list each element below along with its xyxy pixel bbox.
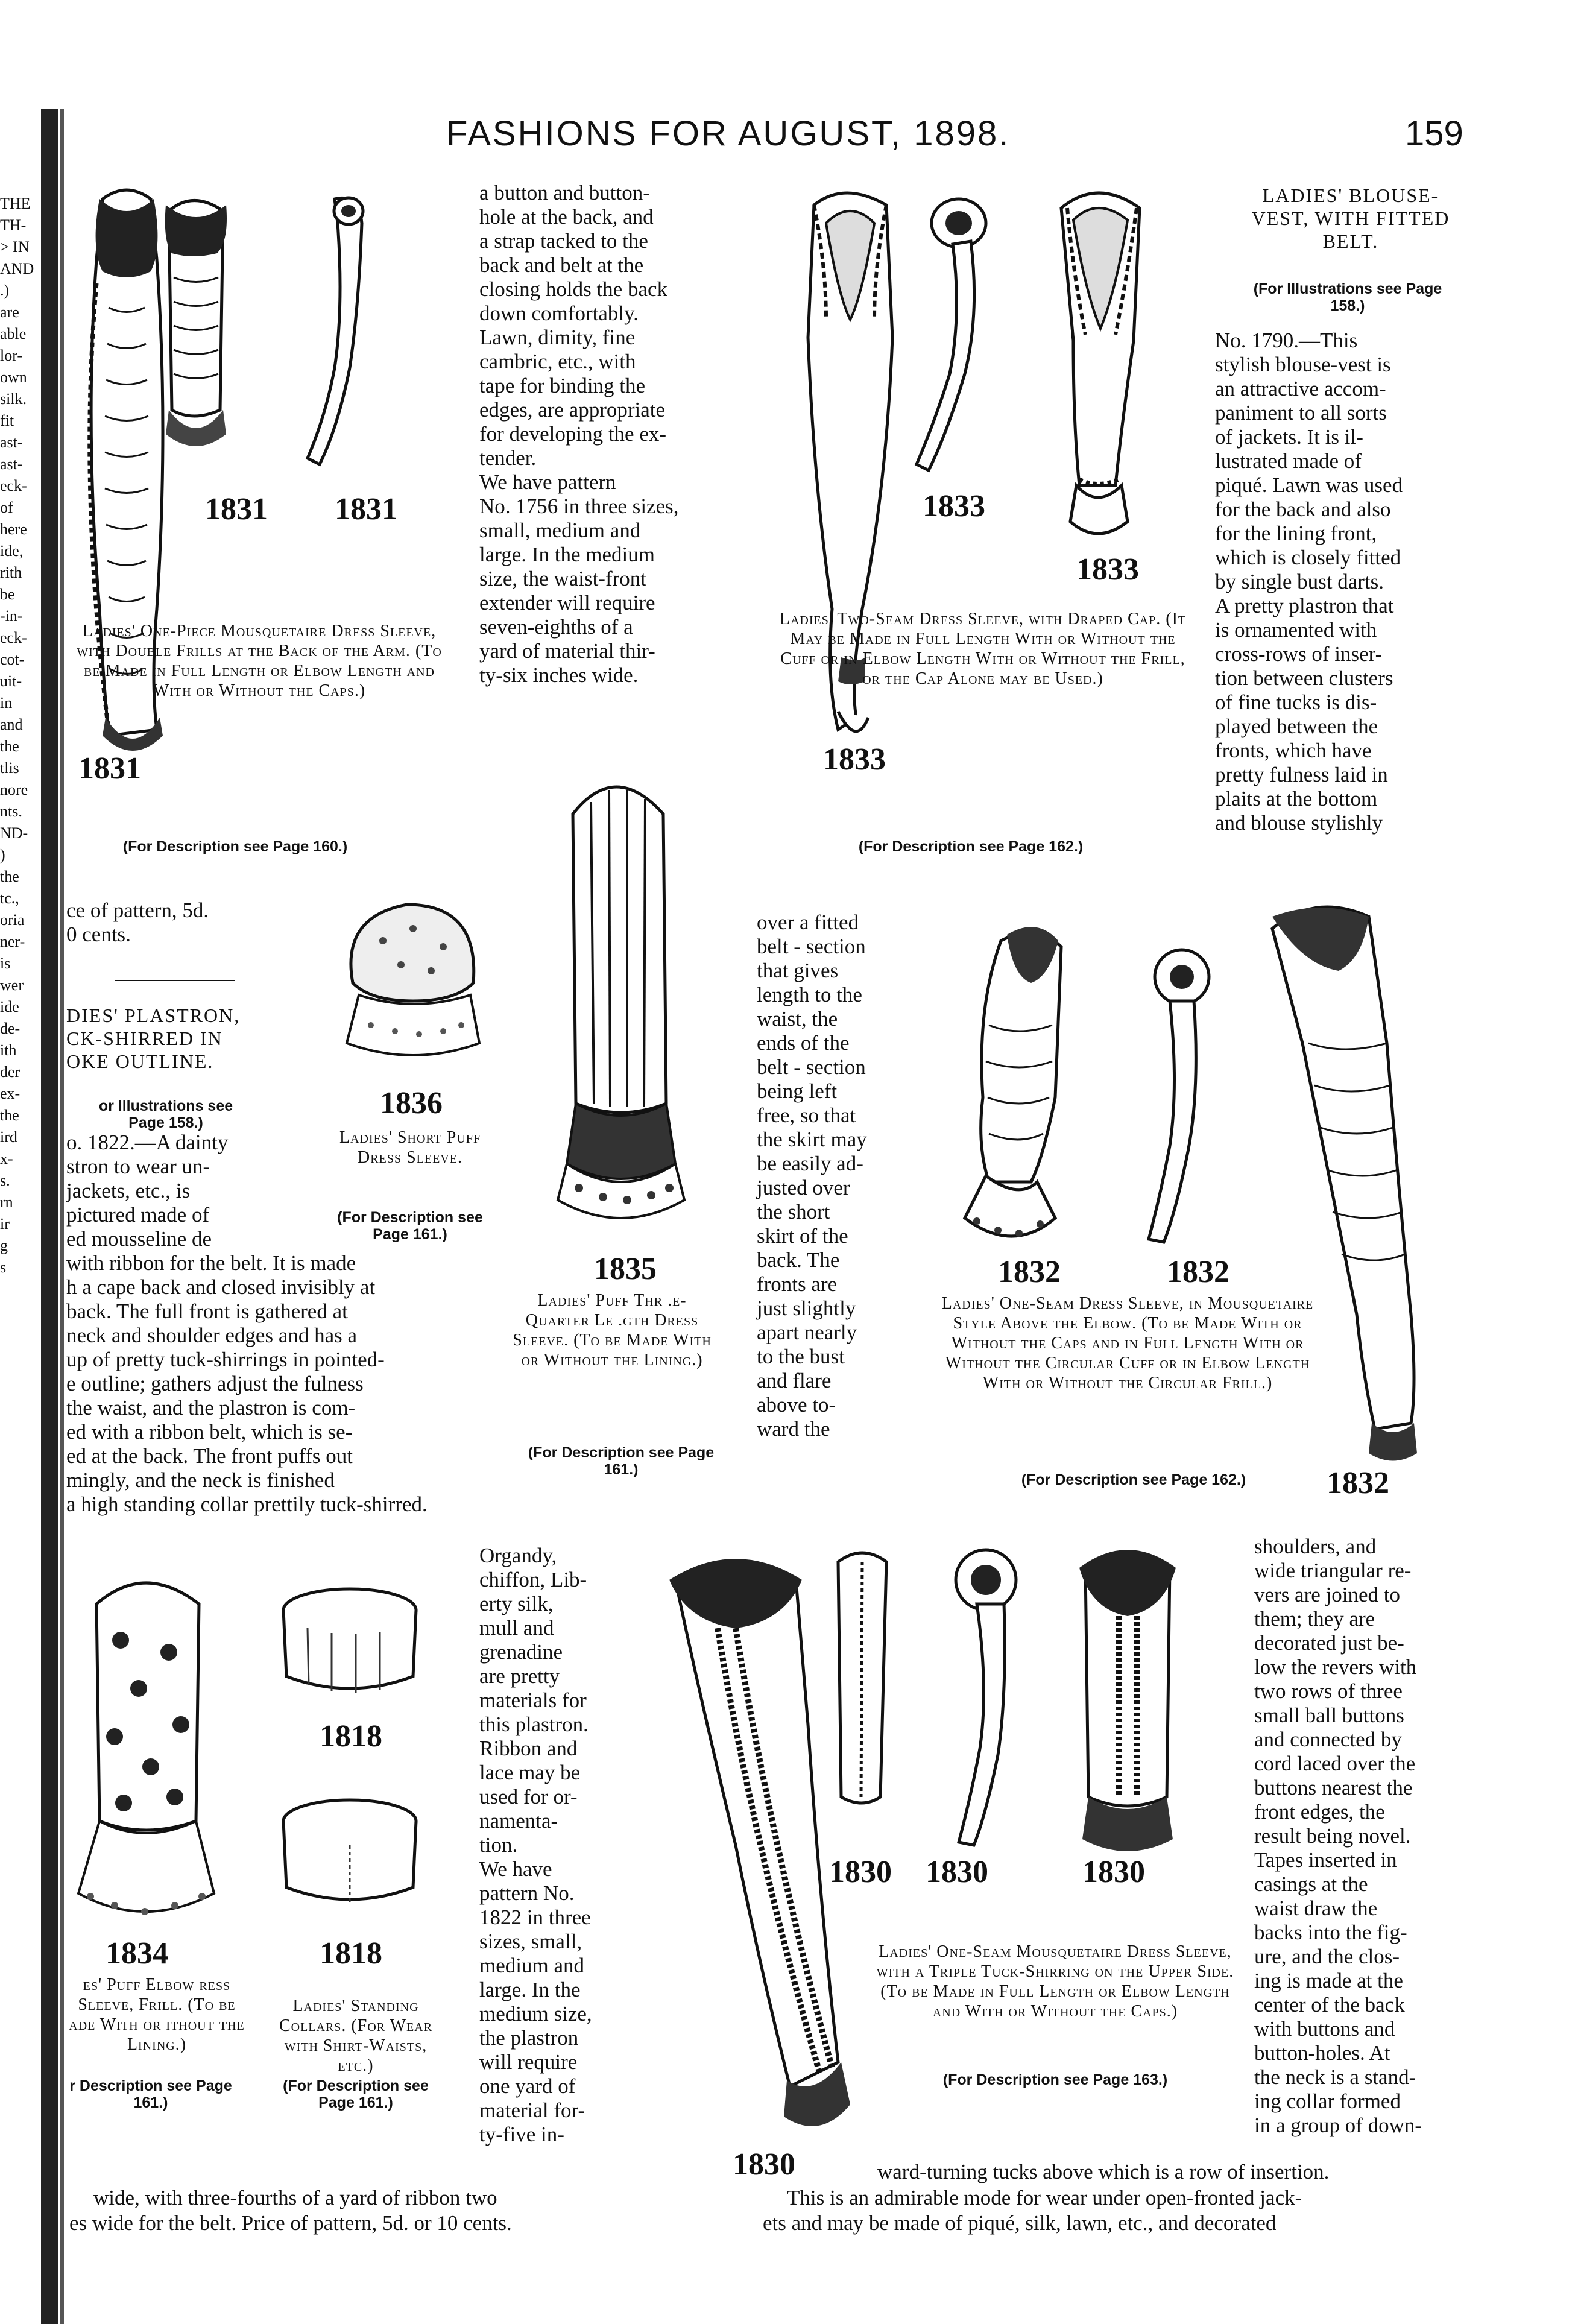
text-line: with ribbon for the belt. It is made bbox=[66, 1251, 356, 1275]
text-line: large. In the medium bbox=[479, 543, 655, 566]
text-line: s bbox=[0, 1258, 7, 1276]
text-line: x- bbox=[0, 1150, 13, 1167]
text-line: and connected by bbox=[1254, 1728, 1402, 1751]
text-line: ed at the back. The front puffs out bbox=[66, 1444, 353, 1468]
text-line: that gives bbox=[757, 959, 839, 982]
text-line: fit bbox=[0, 412, 14, 429]
figure-number: 1831 bbox=[205, 492, 268, 526]
text-line: back. The bbox=[757, 1248, 840, 1272]
text-line: are bbox=[0, 303, 19, 321]
text-line: played between the bbox=[1215, 715, 1378, 738]
text-line: A pretty plastron that bbox=[1215, 594, 1394, 617]
figure-description-ref: r Description see Page 161.) bbox=[69, 2077, 232, 2111]
illustration-reference: (For Illustrations see Page 158.) bbox=[1253, 280, 1442, 314]
figure-number: 1834 bbox=[106, 1936, 168, 1971]
text-line: a high standing collar prettily tuck-shirred. bbox=[66, 1492, 428, 1516]
sleeve-illustration-1831-short bbox=[157, 193, 235, 458]
illustration-reference bbox=[66, 1097, 265, 1131]
text-line: belt - section bbox=[757, 1055, 866, 1079]
text-line: back. The full front is gathered at bbox=[66, 1299, 348, 1323]
text-line: waist, the bbox=[757, 1007, 838, 1031]
text-line: sizes, small, bbox=[479, 1930, 582, 1953]
heading-line: LADIES' BLOUSE- bbox=[1262, 185, 1439, 206]
text-line: uit- bbox=[0, 672, 22, 690]
text-line: and blouse stylishly bbox=[1215, 811, 1383, 835]
text-line: be easily ad- bbox=[757, 1152, 863, 1175]
text-line: grenadine bbox=[479, 1640, 563, 1664]
text-line: tion. bbox=[479, 1833, 518, 1857]
text-line: wide triangular re- bbox=[1254, 1559, 1412, 1582]
text-line: ir bbox=[0, 1215, 10, 1233]
figure-caption: Ladies' One-Seam Dress Sleeve, in Mousquetaire Style Above the Elbow. (To be Made With or Without the Caps and in Full Length With or Without the Circular Cuff or in Elbow Length With or Without the Circular Frill.) bbox=[941, 1294, 1314, 1392]
text-line: decorated just be- bbox=[1254, 1631, 1404, 1655]
sleeve-illustration-1835-three-quarter bbox=[543, 766, 699, 1248]
figure-description-ref: (For Description see Page 163.) bbox=[942, 2071, 1168, 2088]
text-line: der bbox=[0, 1063, 21, 1081]
figure-number: 1835 bbox=[594, 1252, 657, 1286]
binding-edge bbox=[60, 109, 64, 2324]
sleeve-illustration-1831-lining bbox=[301, 187, 374, 476]
text-line: ed with a ribbon belt, which is se- bbox=[66, 1420, 353, 1444]
text-line: ex- bbox=[0, 1085, 21, 1102]
text-line: ide bbox=[0, 998, 19, 1015]
text-line: in a group of down- bbox=[1254, 2114, 1422, 2137]
collar-illustration-1818-bottom bbox=[271, 1797, 428, 1918]
figure-number: 1833 bbox=[823, 742, 886, 777]
text-line: is bbox=[0, 955, 11, 972]
figure-caption: Ladies' Puff Thr .e-Quarter Le .gth Dress Sleeve. (To be Made With or Without the Lining.) bbox=[513, 1291, 712, 1369]
text-line: here bbox=[0, 520, 27, 538]
text-line: back and belt at the bbox=[479, 253, 644, 277]
text-line: pretty fulness laid in bbox=[1215, 763, 1388, 786]
text-line: ast- bbox=[0, 434, 23, 451]
sleeve-illustration-1836-puff bbox=[335, 892, 491, 1073]
text-line: able bbox=[0, 325, 27, 343]
text-line: We have pattern bbox=[479, 470, 616, 494]
text-line: for developing the ex- bbox=[479, 422, 667, 446]
text-line: rith bbox=[0, 564, 22, 581]
text-line: ND- bbox=[0, 824, 28, 842]
text-line: shoulders, and bbox=[1254, 1535, 1377, 1558]
text-line: ith bbox=[0, 1041, 17, 1059]
text-line: ty-five in- bbox=[479, 2123, 564, 2146]
text-line: center of the back bbox=[1254, 1993, 1405, 2016]
text-line: 1822 in three bbox=[479, 1906, 591, 1929]
text-line: is ornamented with bbox=[1215, 618, 1377, 642]
article-heading bbox=[1212, 184, 1489, 253]
text-line: Lawn, dimity, fine bbox=[479, 326, 636, 349]
figure-number: 1831 bbox=[78, 751, 141, 786]
text-line: hole at the back, and bbox=[479, 205, 654, 229]
text-line: free, so that bbox=[757, 1104, 856, 1127]
sleeve-illustration-1833-lining bbox=[904, 193, 1001, 476]
text-line: fronts are bbox=[757, 1272, 838, 1296]
text-line: ing is made at the bbox=[1254, 1969, 1403, 1992]
text-column-right-top bbox=[1215, 329, 1468, 835]
text-line: THE bbox=[0, 195, 31, 212]
text-line: apart nearly bbox=[757, 1321, 857, 1344]
figure-caption: Ladies' Standing Collars. (For Wear with Shirt-Waists, etc.) bbox=[279, 1997, 433, 2075]
text-line: cot- bbox=[0, 651, 25, 668]
text-line: lustrated made of bbox=[1215, 449, 1362, 473]
text-line: one yard of bbox=[479, 2074, 576, 2098]
text-line: or Illustrations see bbox=[98, 1097, 233, 1114]
text-line: tion between clusters bbox=[1215, 666, 1393, 690]
text-line: No. 1790.—This bbox=[1215, 329, 1358, 352]
text-line: tlis bbox=[0, 759, 19, 777]
text-line: eck- bbox=[0, 629, 27, 646]
text-line: this plastron. bbox=[479, 1713, 589, 1736]
text-line: over a fitted bbox=[757, 911, 859, 934]
text-line: de- bbox=[0, 1020, 21, 1037]
text-line: lor- bbox=[0, 347, 23, 364]
text-line: ing collar formed bbox=[1254, 2089, 1401, 2113]
article-heading bbox=[66, 1004, 308, 1073]
figure-number: 1830 bbox=[829, 1855, 892, 1889]
text-line: be bbox=[0, 586, 15, 603]
text-line: medium size, bbox=[479, 2002, 592, 2026]
text-line: in bbox=[0, 694, 13, 712]
footer-text-right-1: This is an admirable mode for wear under open-fronted jack- bbox=[787, 2186, 1302, 2209]
text-line: and flare bbox=[757, 1369, 832, 1392]
text-line: are pretty bbox=[479, 1664, 560, 1688]
text-line: wer bbox=[0, 976, 24, 994]
text-line: the bbox=[0, 868, 19, 885]
text-line: waist draw the bbox=[1254, 1896, 1378, 1920]
collar-illustration-1818-top bbox=[271, 1586, 428, 1707]
text-line: for the lining front, bbox=[1215, 522, 1377, 545]
text-line: them; they are bbox=[1254, 1607, 1375, 1631]
text-line: yard of material thir- bbox=[479, 639, 655, 663]
text-line: paniment to all sorts bbox=[1215, 401, 1387, 425]
text-line: medium and bbox=[479, 1954, 584, 1977]
text-line: Page 158.) bbox=[128, 1114, 203, 1131]
figure-caption: Ladies' One-Seam Mousquetaire Dress Sleeve, with a Triple Tuck-Shirring on the Upper Side. (To be Made in Full Length or Elbow Length and With or Without the Caps.) bbox=[876, 1942, 1234, 2021]
text-line: stylish blouse-vest is bbox=[1215, 353, 1391, 376]
text-line: ner- bbox=[0, 933, 25, 950]
text-line: an attractive accom- bbox=[1215, 377, 1386, 400]
text-line: used for or- bbox=[479, 1785, 578, 1808]
text-line: tc., bbox=[0, 889, 19, 907]
text-line: h a cape back and closed invisibly at bbox=[66, 1275, 376, 1299]
text-line: eck- bbox=[0, 477, 27, 494]
text-line: namenta- bbox=[479, 1809, 558, 1833]
text-line: the skirt may bbox=[757, 1128, 867, 1151]
text-line: oria bbox=[0, 911, 25, 929]
text-line: nore bbox=[0, 781, 28, 798]
heading-line: BELT. bbox=[1322, 230, 1379, 252]
figure-number: 1818 bbox=[320, 1936, 382, 1971]
text-column-mid-top bbox=[479, 181, 721, 687]
text-line: a button and button- bbox=[479, 181, 650, 204]
text-line: front edges, the bbox=[1254, 1800, 1385, 1824]
text-line: rn bbox=[0, 1193, 13, 1211]
text-line: > IN bbox=[0, 238, 30, 256]
figure-description-ref: (For Description see Page 161.) bbox=[283, 2077, 429, 2111]
text-line: extender will require bbox=[479, 591, 655, 614]
text-line: which is closely fitted bbox=[1215, 546, 1401, 569]
sleeve-illustration-1832-lining bbox=[1134, 941, 1218, 1254]
figure-description-ref: (For Description see Page 160.) bbox=[122, 838, 348, 855]
sleeve-illustration-1834-puff-elbow bbox=[66, 1568, 229, 1942]
text-line: plaits at the bottom bbox=[1215, 787, 1378, 810]
text-line: Ribbon and bbox=[479, 1737, 578, 1760]
text-line: small ball buttons bbox=[1254, 1704, 1404, 1727]
text-line: just slightly bbox=[757, 1296, 856, 1320]
footer-text-right-2: ets and may be made of piqué, silk, lawn, etc., and decorated bbox=[763, 2211, 1277, 2235]
cropped-left-column bbox=[0, 193, 40, 1278]
price-note bbox=[66, 898, 308, 947]
text-line: piqué. Lawn was used bbox=[1215, 473, 1403, 497]
text-line: down comfortably. bbox=[479, 302, 639, 325]
text-line: a strap tacked to the bbox=[479, 229, 648, 253]
text-line: cambric, etc., with bbox=[479, 350, 636, 373]
sleeve-illustration-1830-short bbox=[820, 1544, 904, 1857]
sleeve-illustration-1832-elbow bbox=[941, 917, 1109, 1254]
figure-number: 1830 bbox=[1082, 1855, 1145, 1889]
figure-number: 1830 bbox=[733, 2147, 795, 2182]
text-line: to the bust bbox=[757, 1345, 845, 1368]
text-column-over bbox=[757, 911, 914, 1441]
text-line: fronts, which have bbox=[1215, 739, 1372, 762]
text-line: ird bbox=[0, 1128, 17, 1146]
text-line: will require bbox=[479, 2050, 578, 2074]
text-line: neck and shoulder edges and has a bbox=[66, 1324, 358, 1347]
text-line: o. 1822.—A dainty bbox=[66, 1131, 229, 1154]
binding-shadow bbox=[41, 109, 58, 2324]
text-line: buttons nearest the bbox=[1254, 1776, 1413, 1799]
text-line: materials for bbox=[479, 1688, 587, 1712]
figure-number: 1833 bbox=[1076, 552, 1139, 587]
text-line: length to the bbox=[757, 983, 862, 1006]
footer-text-right-0: ward-turning tucks above which is a row of insertion. bbox=[877, 2160, 1330, 2183]
sleeve-illustration-1830-lining bbox=[941, 1544, 1025, 1857]
text-line: edges, are appropriate bbox=[479, 398, 666, 422]
text-line: cross-rows of inser- bbox=[1215, 642, 1383, 666]
text-line: silk. bbox=[0, 390, 27, 408]
text-line: the neck is a stand- bbox=[1254, 2065, 1416, 2089]
text-line: erty silk, bbox=[479, 1592, 554, 1615]
text-line: seven-eighths of a bbox=[479, 615, 633, 639]
text-line: Organdy, bbox=[479, 1544, 557, 1567]
text-line: the bbox=[0, 1107, 19, 1124]
footer-text-left-1: wide, with three-fourths of a yard of ribbon two bbox=[93, 2186, 497, 2209]
text-line: low the revers with bbox=[1254, 1655, 1417, 1679]
figure-number: 1836 bbox=[380, 1086, 443, 1120]
text-line: of fine tucks is dis- bbox=[1215, 690, 1377, 714]
text-line: ide, bbox=[0, 542, 24, 560]
text-line: lace may be bbox=[479, 1761, 581, 1784]
text-line: Tapes inserted in bbox=[1254, 1848, 1397, 1872]
text-line: button-holes. At bbox=[1254, 2041, 1390, 2065]
text-line: small, medium and bbox=[479, 519, 641, 542]
figure-number: 1832 bbox=[1167, 1255, 1229, 1289]
figure-number: 1830 bbox=[926, 1855, 988, 1889]
text-line: ed mousseline de bbox=[66, 1227, 212, 1251]
text-line: large. In the bbox=[479, 1978, 581, 2001]
text-line: stron to wear un- bbox=[66, 1155, 210, 1178]
text-line: jackets, etc., is bbox=[66, 1179, 191, 1202]
text-line: mingly, and the neck is finished bbox=[66, 1468, 335, 1492]
text-column-organdy bbox=[479, 1544, 624, 2147]
text-line: the plastron bbox=[479, 2026, 579, 2050]
figure-number: 1831 bbox=[335, 492, 397, 526]
text-line: pictured made of bbox=[66, 1203, 210, 1227]
text-line: and bbox=[0, 716, 23, 733]
text-line: of jackets. It is il- bbox=[1215, 425, 1363, 449]
text-line: tender. bbox=[479, 446, 537, 470]
figure-number: 1818 bbox=[320, 1719, 382, 1754]
text-line: ) bbox=[0, 846, 5, 864]
figure-caption: Ladies' Short Puff Dress Sleeve. bbox=[339, 1128, 481, 1167]
heading-line: DIES' PLASTRON, bbox=[66, 1005, 241, 1026]
text-column-right-bottom bbox=[1254, 1535, 1471, 2138]
text-line: g bbox=[0, 1237, 8, 1254]
text-line: with buttons and bbox=[1254, 2017, 1395, 2041]
text-line: nts. bbox=[0, 803, 22, 820]
figure-description-ref: (For Description see Page 161.) bbox=[337, 1209, 483, 1243]
text-line: .) bbox=[0, 282, 10, 299]
text-line: up of pretty tuck-shirrings in pointed- bbox=[66, 1348, 385, 1371]
text-line: justed over bbox=[757, 1176, 850, 1199]
text-line: belt - section bbox=[757, 935, 866, 958]
text-line: We have bbox=[479, 1857, 552, 1881]
figure-number: 1832 bbox=[1327, 1466, 1389, 1500]
text-line: ure, and the clos- bbox=[1254, 1945, 1400, 1968]
text-line: ward the bbox=[757, 1417, 830, 1441]
footer-text-left-2: es wide for the belt. Price of pattern, 5d. or 10 cents. bbox=[69, 2211, 512, 2235]
page-header bbox=[0, 113, 1578, 168]
text-line: own bbox=[0, 368, 27, 386]
text-line: the short bbox=[757, 1200, 830, 1224]
sleeve-illustration-1830-elbow bbox=[1061, 1544, 1194, 1857]
text-line: -in- bbox=[0, 607, 23, 625]
text-line: material for- bbox=[479, 2098, 585, 2122]
text-line: by single bust darts. bbox=[1215, 570, 1384, 593]
text-line: ends of the bbox=[757, 1031, 850, 1055]
text-line: AND bbox=[0, 260, 34, 277]
text-line: result being novel. bbox=[1254, 1824, 1411, 1848]
text-line: 0 cents. bbox=[66, 923, 131, 946]
text-line: above to- bbox=[757, 1393, 836, 1416]
text-line: of bbox=[0, 499, 13, 516]
page-title: FASHIONS FOR AUGUST, 1898. bbox=[446, 114, 1011, 153]
figure-description-ref: (For Description see Page 162.) bbox=[1021, 1471, 1246, 1488]
figure-caption: Ladies' One-Piece Mousquetaire Dress Sleeve, with Double Frills at the Back of the Arm. (To be Made in Full Length or Elbow Length and With or Without the Caps.) bbox=[77, 622, 442, 700]
text-line: closing holds the back bbox=[479, 277, 668, 301]
figure-number: 1832 bbox=[998, 1255, 1061, 1289]
heading-line: CK-SHIRRED IN bbox=[66, 1028, 223, 1049]
figure-number: 1833 bbox=[923, 489, 985, 523]
figure-description-ref: (For Description see Page 162.) bbox=[858, 838, 1084, 855]
text-line: No. 1756 in three sizes, bbox=[479, 494, 679, 518]
heading-line: VEST, WITH FITTED bbox=[1251, 207, 1450, 229]
text-line: casings at the bbox=[1254, 1872, 1368, 1896]
text-line: vers are joined to bbox=[1254, 1583, 1400, 1606]
text-line: chiffon, Lib- bbox=[479, 1568, 587, 1591]
text-line: two rows of three bbox=[1254, 1679, 1403, 1703]
text-line: pattern No. bbox=[479, 1881, 575, 1905]
text-column-left-mid bbox=[66, 1131, 488, 1517]
text-line: cord laced over the bbox=[1254, 1752, 1416, 1775]
text-line: the waist, and the plastron is com- bbox=[66, 1396, 356, 1419]
text-line: s. bbox=[0, 1172, 10, 1189]
text-line: ty-six inches wide. bbox=[479, 663, 639, 687]
figure-caption: Ladies' Two-Seam Dress Sleeve, with Draped Cap. (It May be Made in Full Length With or Without the Cuff or in Elbow Length With or Without the Frill, or the Cap Alone may be Used.) bbox=[779, 610, 1187, 688]
text-line: backs into the fig- bbox=[1254, 1921, 1407, 1944]
text-line: ce of pattern, 5d. bbox=[66, 898, 209, 922]
section-divider bbox=[115, 980, 235, 981]
figure-caption: es' Puff Elbow ress Sleeve, Frill. (To be ade With or ithout the Lining.) bbox=[69, 1975, 245, 2054]
sleeve-illustration-1833-elbow bbox=[1037, 184, 1158, 558]
text-line: size, the waist-front bbox=[479, 567, 646, 590]
text-line: the bbox=[0, 737, 19, 755]
text-line: for the back and also bbox=[1215, 497, 1391, 521]
text-line: e outline; gathers adjust the fulness bbox=[66, 1372, 364, 1395]
figure-description-ref: (For Description see Page 161.) bbox=[528, 1444, 715, 1478]
text-line: TH- bbox=[0, 216, 27, 234]
text-line: being left bbox=[757, 1079, 838, 1103]
page-number: 159 bbox=[1405, 114, 1463, 153]
heading-line: OKE OUTLINE. bbox=[66, 1050, 214, 1072]
text-line: tape for binding the bbox=[479, 374, 646, 397]
text-line: ast- bbox=[0, 455, 23, 473]
text-line: mull and bbox=[479, 1616, 554, 1640]
text-line: skirt of the bbox=[757, 1224, 848, 1248]
